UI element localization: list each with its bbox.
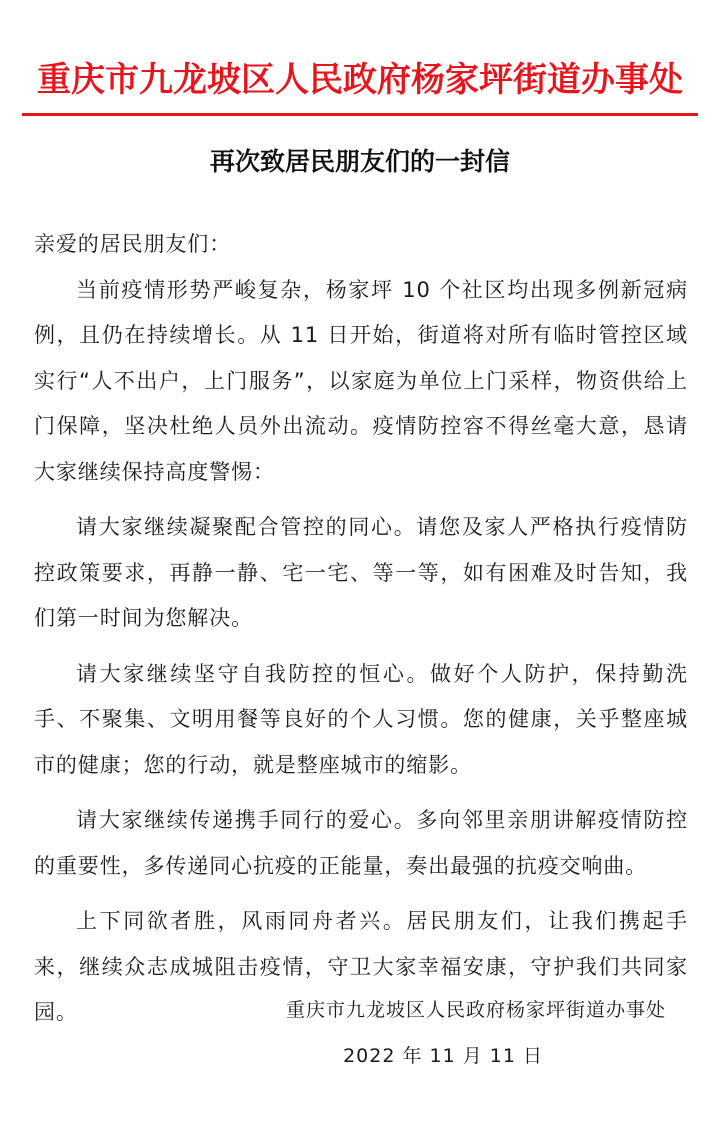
issuing-organization-header: 重庆市九龙坡区人民政府杨家坪街道办事处 xyxy=(37,60,683,100)
letter-body xyxy=(34,222,688,1036)
letter-signature: 重庆市九龙坡区人民政府杨家坪街道办事处 xyxy=(285,999,666,1021)
letter-date: 2022 年 11 月 11 日 xyxy=(343,1045,543,1067)
letter-paragraph-2: 请大家继续凝聚配合管控的同心。请您及家人严格执行疫情防控政策要求，再静一静、宅一宅、等一等，如有困难及时告知，我们第一时间为您解决。 xyxy=(34,515,688,630)
letter-paragraph-3: 请大家继续坚守自我防控的恒心。做好个人防护，保持勤洗手、不聚集、文明用餐等良好的个人习惯。您的健康，关乎整座城市的健康；您的行动，就是整座城市的缩影。 xyxy=(34,661,688,777)
letter-paragraph-4: 请大家继续传递携手同行的爱心。多向邻里亲朋讲解疫情防控的重要性，多传递同心抗疫的正能量，奏出最强的抗疫交响曲。 xyxy=(34,808,688,878)
header-red-divider xyxy=(22,113,698,116)
letter-paragraph-5: 上下同欲者胜，风雨同舟者兴。居民朋友们，让我们携起手来，继续众志成城阻击疫情，守卫大家幸福安康，守护我们共同家园。 xyxy=(34,909,688,1024)
letter-paragraph-1: 当前疫情形势严峻复杂，杨家坪 10 个社区均出现多例新冠病例，且仍在持续增长。从 11 日开始，街道将对所有临时管控区域实行“人不出户，上门服务”，以家庭为单位上门采样，物资供给上门保障，坚决杜绝人员外出流动。疫情防控容不得丝毫大意，恳请大家继续保持高度警惕： xyxy=(34,277,688,484)
letter-title: 再次致居民朋友们的一封信 xyxy=(209,147,510,176)
letter-salutation: 亲爱的居民朋友们： xyxy=(34,232,232,256)
